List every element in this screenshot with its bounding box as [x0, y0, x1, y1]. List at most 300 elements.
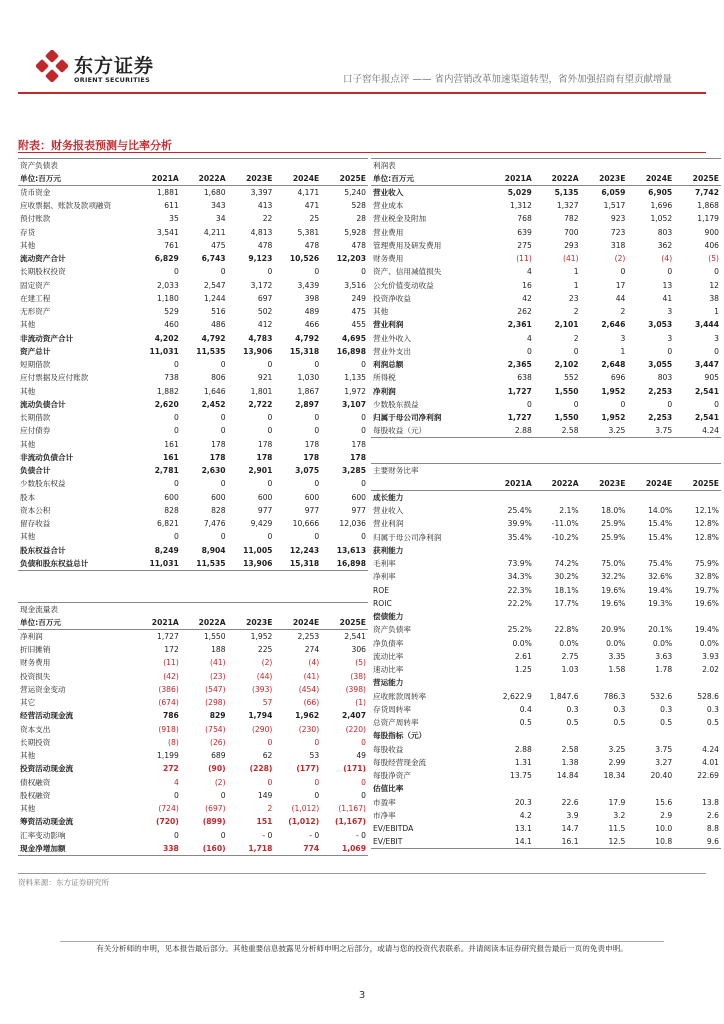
balance-value-cell: 1,881: [157, 188, 179, 197]
cashflow-value-cell: (90): [208, 764, 226, 774]
ratios-row-label: 市盈率: [373, 797, 396, 807]
income-row: [371, 239, 721, 252]
balance-value-cell: 2,781: [154, 466, 179, 476]
cashflow-row: [18, 789, 368, 802]
page-number: 3: [358, 990, 366, 1001]
income-row: [371, 332, 721, 345]
income-value-cell: 1,052: [650, 214, 673, 224]
cashflow-row-label: 财务费用: [20, 658, 51, 668]
income-value-cell: (11): [516, 254, 532, 264]
cashflow-row-label: 投资活动现金流: [20, 764, 74, 774]
cashflow-row: [18, 749, 368, 762]
ratios-row: [371, 756, 721, 769]
income-value-cell: 2,361: [507, 320, 532, 330]
balance-value-cell: 8,249: [154, 545, 179, 555]
ratios-value-cell: 532.6: [650, 691, 673, 701]
income-row: [371, 265, 721, 278]
cashflow-value-cell: (228): [249, 764, 273, 774]
income-value-cell: 3,055: [648, 360, 673, 370]
ratios-value-cell: 2,622.9: [502, 691, 532, 701]
balance-value-cell: 28: [356, 214, 366, 224]
income-value-cell: 38: [709, 293, 719, 303]
balance-value-cell: 0: [173, 413, 179, 423]
cashflow-value-cell: (41): [303, 671, 320, 681]
cashflow-value-cell: (386): [158, 684, 179, 694]
ratios-value-cell: 3.2: [613, 810, 626, 820]
cashflow-value-cell: 2,541: [344, 632, 366, 641]
cashflow-row-label: 股权融资: [20, 790, 51, 800]
cashflow-row: [18, 762, 368, 775]
cashflow-value-cell: - 0: [309, 830, 320, 840]
cashflow-row: [18, 776, 368, 789]
income-value-cell: 0: [526, 399, 532, 409]
income-value-cell: 0: [526, 346, 532, 356]
income-year-header: 2023E: [581, 172, 628, 186]
cashflow-value-cell: (547): [205, 684, 226, 694]
ratios-row: [371, 716, 721, 729]
income-row-label: 营业外收入: [373, 333, 411, 343]
balance-year-header: 2023E: [228, 172, 275, 186]
income-row-label: 营业外支出: [373, 346, 411, 356]
ratios-value-cell: 14.84: [556, 771, 579, 781]
income-value-cell: 3,053: [648, 320, 673, 330]
income-value-cell: 639: [517, 227, 532, 237]
balance-value-cell: 3,439: [297, 280, 320, 290]
income-value-cell: 2: [620, 307, 626, 317]
ratios-value-cell: 1.78: [655, 665, 673, 675]
balance-row: [18, 557, 368, 571]
income-row-label: 管理费用及研发费用: [373, 240, 442, 250]
cashflow-value-cell: 338: [134, 842, 181, 856]
ratios-value-cell: 75.0%: [601, 559, 626, 569]
balance-value-cell: 178: [350, 452, 366, 462]
ratios-value-cell: 25.4%: [507, 506, 532, 516]
balance-row: [18, 226, 368, 239]
ratios-value-cell: 0.5: [519, 718, 532, 728]
ratios-value-cell: 32.6%: [648, 572, 673, 582]
ratios-value-cell: 20.3: [514, 797, 532, 807]
balance-value-cell: 0: [361, 267, 366, 277]
ratios-value-cell: 1.03: [561, 665, 579, 675]
income-year-header: 2024E: [627, 172, 674, 186]
ratios-value-cell: 73.9%: [507, 559, 532, 569]
source-note: 资料来源：东方证券研究所: [18, 878, 110, 887]
appendix-divider: [18, 152, 706, 153]
ratios-year-header: 2024E: [627, 477, 674, 491]
cashflow-value-cell: 62: [262, 751, 273, 761]
cashflow-value-cell: 57: [262, 698, 273, 708]
balance-value-cell: 2,547: [203, 280, 226, 290]
income-value-cell: 3: [714, 333, 719, 343]
cashflow-value-cell: 0: [314, 737, 320, 747]
ratios-section-label: 成长能力: [373, 493, 404, 502]
balance-value-cell: 529: [164, 307, 179, 317]
income-row-label: 利润总额: [373, 360, 404, 370]
balance-value-cell: 1,867: [297, 386, 320, 396]
ratios-row-label: 营业利润: [373, 519, 404, 529]
ratios-row-label: 每股收益: [373, 744, 404, 754]
ratios-row: [371, 703, 721, 716]
income-row: [371, 292, 721, 305]
ratios-row-label: 净利率: [373, 572, 396, 582]
ratios-value-cell: 12.8%: [694, 519, 719, 529]
cashflow-value-cell: (1,167): [338, 804, 366, 814]
income-value-cell: 2,365: [507, 360, 532, 370]
cashflow-row-label: 其他: [20, 751, 36, 761]
ratios-value-cell: 34.3%: [507, 572, 532, 582]
cashflow-value-cell: 1,069: [321, 842, 368, 856]
ratios-row-label: 存货周转率: [373, 704, 411, 714]
balance-row: [18, 371, 368, 384]
ratios-value-cell: 1.25: [514, 665, 532, 675]
balance-value-cell: 3,172: [250, 280, 273, 290]
income-value-cell: 318: [610, 240, 626, 250]
income-value-cell: 900: [704, 227, 719, 237]
cashflow-year-header: 2022A: [181, 616, 228, 630]
balance-row-label: 存货: [20, 227, 36, 237]
balance-title-row: [18, 159, 368, 173]
ratios-value-cell: 2.1%: [559, 506, 579, 516]
balance-value-cell: 1,646: [203, 386, 226, 396]
income-value-cell: 0: [667, 346, 673, 356]
income-row-label: 投资净收益: [373, 293, 411, 303]
cashflow-row-label: 资本支出: [20, 724, 51, 734]
income-title: 利润表: [371, 159, 721, 173]
cashflow-value-cell: 1,199: [157, 751, 179, 761]
ratios-row-label: 毛利率: [373, 559, 396, 569]
balance-row-label: 长期股权投资: [20, 267, 66, 277]
ratios-row: [371, 809, 721, 822]
income-value-cell: 0: [714, 346, 719, 356]
cashflow-value-cell: 1,550: [203, 632, 226, 641]
income-value-cell: 0: [620, 267, 626, 277]
balance-row: [18, 451, 368, 464]
cashflow-value-cell: (298): [205, 698, 226, 708]
income-row-label: 归属于母公司净利润: [373, 413, 442, 423]
cashflow-row-label: 折旧摊销: [20, 645, 51, 655]
balance-value-cell: 15,318: [289, 346, 320, 356]
cashflow-value-cell: (42): [163, 671, 179, 681]
balance-value-cell: 398: [304, 293, 320, 303]
ratios-row-label: 应收账款周转率: [373, 691, 427, 701]
balance-value-cell: 1,244: [203, 293, 226, 303]
balance-value-cell: 4,211: [203, 227, 226, 237]
ratios-value-cell: 20.40: [650, 771, 673, 781]
balance-value-cell: 9,429: [250, 519, 273, 529]
ratios-value-cell: 32.8%: [694, 572, 719, 582]
appendix-title: 附表：财务报表预测与比率分析: [18, 139, 172, 152]
balance-value-cell: 2,901: [248, 466, 273, 476]
income-value-cell: 2,541: [694, 386, 719, 396]
ratios-unit-label: [371, 477, 487, 491]
ratios-section-row: [371, 729, 721, 742]
ratios-row: [371, 584, 721, 597]
balance-row-label: 其他: [20, 240, 36, 250]
ratios-value-cell: 12.1%: [694, 506, 719, 516]
balance-row: [18, 544, 368, 557]
cashflow-value-cell: (160): [181, 842, 228, 856]
cashflow-row: [18, 670, 368, 683]
ratios-value-cell: -10.2%: [551, 532, 579, 542]
balance-value-cell: 1,882: [157, 386, 179, 396]
ratios-section-row: [371, 544, 721, 557]
income-value-cell: 638: [517, 373, 532, 383]
balance-value-cell: 5,240: [344, 188, 366, 197]
cashflow-value-cell: (66): [303, 698, 320, 708]
balance-value-cell: 0: [220, 413, 226, 423]
balance-value-cell: 2,722: [248, 399, 273, 409]
ratios-value-cell: 0.5: [566, 718, 579, 728]
ratios-value-cell: 3.27: [655, 757, 673, 767]
balance-value-cell: 0: [361, 532, 366, 542]
cashflow-value-cell: 272: [162, 764, 179, 774]
ratios-value-cell: 0.5: [706, 718, 719, 728]
ratios-row: [371, 663, 721, 676]
ratios-value-cell: 13.1: [514, 824, 532, 834]
balance-value-cell: 11,535: [181, 557, 228, 571]
balance-unit-label: 单位:百万元: [18, 172, 134, 186]
income-value-cell: 4: [526, 333, 532, 343]
income-value-cell: 275: [517, 240, 532, 250]
ratios-value-cell: 0.5: [660, 718, 673, 728]
ratios-value-cell: 25.9%: [601, 519, 626, 529]
balance-value-cell: 11,005: [243, 545, 273, 555]
ratios-header-row: [371, 477, 721, 491]
balance-value-cell: 7,476: [203, 519, 226, 529]
income-value-cell: 803: [657, 373, 673, 383]
balance-value-cell: 15,318: [274, 557, 321, 571]
ratios-row: [371, 531, 721, 544]
income-value-cell: 923: [610, 214, 626, 224]
header-divider: [18, 92, 706, 94]
income-value-cell: 3: [620, 333, 626, 343]
report-title: 口子窖年报点评 —— 省内营销改革加速渠道转型，省外加强招商有望贡献增量: [342, 74, 672, 85]
company-logo: [36, 48, 186, 88]
balance-value-cell: 11,031: [134, 557, 181, 571]
ratios-year-header: 2023E: [581, 477, 628, 491]
cashflow-year-header: 2024E: [274, 616, 321, 630]
balance-value-cell: 471: [304, 201, 320, 211]
cashflow-row: [18, 842, 368, 856]
balance-value-cell: 11,031: [149, 346, 179, 356]
ratios-value-cell: 4.24: [702, 744, 719, 754]
income-value-cell: 0: [620, 399, 626, 409]
income-row-label: 营业利润: [373, 320, 404, 330]
balance-value-cell: 697: [257, 293, 273, 303]
balance-value-cell: 1,030: [297, 373, 320, 383]
balance-value-cell: 475: [211, 240, 226, 250]
balance-value-cell: 6,821: [157, 519, 179, 529]
balance-value-cell: 828: [164, 505, 179, 515]
balance-value-cell: 0: [267, 413, 273, 423]
ratios-row-label: 速动比率: [373, 665, 404, 675]
ratios-value-cell: 16.1: [534, 835, 581, 849]
balance-value-cell: 3,541: [157, 227, 179, 237]
balance-value-cell: 0: [173, 479, 179, 489]
cashflow-row: [18, 709, 368, 722]
balance-row: [18, 212, 368, 225]
income-row: [371, 199, 721, 212]
cashflow-row: [18, 683, 368, 696]
cashflow-value-cell: 0: [220, 830, 226, 840]
cashflow-value-cell: (44): [256, 671, 273, 681]
ratios-row-label: 营业收入: [373, 506, 404, 516]
cashflow-value-cell: 774: [274, 842, 321, 856]
income-row: [371, 371, 721, 384]
cashflow-value-cell: 0: [361, 777, 366, 787]
income-row-label: 净利润: [373, 386, 396, 396]
balance-row-label: 流动负债合计: [20, 399, 66, 409]
balance-value-cell: 478: [304, 240, 320, 250]
balance-value-cell: 600: [257, 492, 273, 502]
income-title-row: [371, 159, 721, 173]
balance-row: [18, 345, 368, 358]
ratios-value-cell: 22.8%: [554, 625, 579, 635]
cashflow-row: [18, 723, 368, 736]
balance-value-cell: 0: [173, 532, 179, 542]
income-row-label: 资产、信用减值损失: [373, 267, 442, 277]
balance-value-cell: 600: [351, 492, 366, 502]
ratios-table: [371, 463, 721, 849]
cashflow-value-cell: 0: [361, 790, 366, 800]
cashflow-value-cell: 1,718: [228, 842, 275, 856]
income-value-cell: 768: [517, 214, 532, 224]
ratios-section-label: 营运能力: [373, 678, 404, 688]
cashflow-row: [18, 656, 368, 669]
income-value-cell: 4: [526, 267, 532, 277]
ratios-value-cell: 0.0%: [699, 638, 719, 648]
income-row: [371, 345, 721, 358]
ratios-value-cell: 0.3: [613, 704, 626, 714]
cashflow-row: [18, 829, 368, 842]
cashflow-value-cell: (1,012): [288, 817, 320, 827]
income-statement-panel: [371, 158, 721, 438]
balance-row: [18, 477, 368, 490]
balance-value-cell: 343: [211, 201, 226, 211]
ratios-row: [371, 504, 721, 517]
income-row-label: 公允价值变动收益: [373, 280, 434, 290]
ratios-row: [371, 796, 721, 809]
balance-row: [18, 424, 368, 437]
cashflow-row-label: 筹资活动现金流: [20, 817, 74, 827]
balance-row: [18, 279, 368, 292]
balance-value-cell: 0: [267, 479, 273, 489]
cashflow-row-label: 经营活动现金流: [20, 711, 74, 721]
balance-value-cell: 516: [211, 307, 226, 317]
income-value-cell: 262: [517, 307, 532, 317]
balance-row: [18, 517, 368, 530]
income-value-cell: 782: [564, 214, 579, 224]
ratios-value-cell: 15.4%: [648, 519, 673, 529]
balance-row-label: 资产总计: [20, 346, 51, 356]
ratios-value-cell: 22.3%: [507, 585, 532, 595]
ratios-section-row: [371, 782, 721, 795]
balance-row-label: 在建工程: [20, 293, 51, 303]
cashflow-value-cell: 0: [267, 737, 273, 747]
ratios-value-cell: 22.69: [697, 771, 719, 781]
income-value-cell: 2,646: [601, 320, 626, 330]
balance-value-cell: 161: [162, 452, 179, 462]
balance-row-label: 其他: [20, 386, 36, 396]
ratios-value-cell: 22.6: [561, 797, 579, 807]
cashflow-value-cell: 4: [173, 777, 179, 787]
balance-year-header: 2022A: [181, 172, 228, 186]
balance-value-cell: 10,526: [289, 254, 320, 264]
ratios-section-label: 每股指标（元）: [373, 731, 427, 741]
balance-value-cell: 178: [303, 452, 320, 462]
income-row: [371, 424, 721, 438]
balance-year-header: 2021A: [134, 172, 181, 186]
income-row-label: 营业成本: [373, 201, 404, 211]
ratios-value-cell: 20.9%: [601, 625, 626, 635]
balance-value-cell: 466: [304, 320, 320, 330]
logo-chinese-name: 东方证券: [74, 55, 155, 77]
cashflow-value-cell: (177): [296, 764, 320, 774]
ratios-value-cell: 18.0%: [601, 506, 626, 516]
cashflow-year-header: 2021A: [134, 616, 181, 630]
ratios-value-cell: 12.8%: [694, 532, 719, 542]
cashflow-row-label: 其他: [20, 804, 36, 814]
income-value-cell: 2: [573, 333, 579, 343]
balance-value-cell: 0: [220, 267, 226, 277]
cashflow-row: [18, 802, 368, 815]
ratios-value-cell: 18.34: [603, 771, 626, 781]
income-value-cell: (5): [708, 254, 719, 264]
ratios-value-cell: 0.0%: [606, 638, 626, 648]
balance-value-cell: 4,813: [250, 227, 273, 237]
balance-value-cell: 2,033: [157, 280, 179, 290]
balance-row-label: 留存收益: [20, 519, 51, 529]
balance-row-label: 短期借款: [20, 360, 51, 370]
ratios-row: [371, 557, 721, 570]
ratios-row-label: EV/EBITDA: [373, 824, 414, 834]
cashflow-row-label: 投资损失: [20, 671, 51, 681]
balance-value-cell: 35: [169, 214, 179, 224]
ratios-section-label: 估值比率: [373, 784, 404, 794]
cashflow-value-cell: 0: [361, 737, 366, 747]
ratios-value-cell: 19.3%: [648, 598, 673, 608]
balance-value-cell: 600: [164, 492, 179, 502]
balance-value-cell: 413: [257, 201, 273, 211]
cashflow-row: [18, 736, 368, 749]
ratios-value-cell: 2.58: [561, 744, 579, 754]
cashflow-value-cell: (454): [298, 684, 320, 694]
ratios-row-label: 总资产周转率: [373, 718, 419, 728]
income-value-cell: 803: [657, 227, 673, 237]
balance-value-cell: 0: [361, 413, 366, 423]
balance-value-cell: 4,695: [341, 333, 366, 343]
cashflow-value-cell: 0: [314, 790, 320, 800]
ratios-row-label: 流动比率: [373, 651, 404, 661]
ratios-value-cell: 2.6: [706, 810, 719, 820]
income-value-cell: 700: [564, 227, 579, 237]
ratios-row-label: ROE: [373, 585, 390, 595]
cashflow-value-cell: 53: [309, 751, 320, 761]
balance-value-cell: 828: [211, 505, 226, 515]
income-value-cell: 1,696: [650, 201, 673, 211]
balance-value-cell: 3,285: [341, 466, 366, 476]
income-value-cell: 1,179: [697, 214, 719, 224]
balance-row: [18, 530, 368, 543]
balance-value-cell: 11,535: [196, 346, 226, 356]
ratios-row: [371, 690, 721, 703]
balance-row: [18, 411, 368, 424]
income-value-cell: 4.24: [674, 424, 721, 438]
balance-value-cell: 611: [164, 201, 179, 211]
cashflow-value-cell: (2): [261, 658, 273, 668]
cashflow-row-label: 汇率变动影响: [20, 830, 66, 840]
balance-row: [18, 398, 368, 411]
